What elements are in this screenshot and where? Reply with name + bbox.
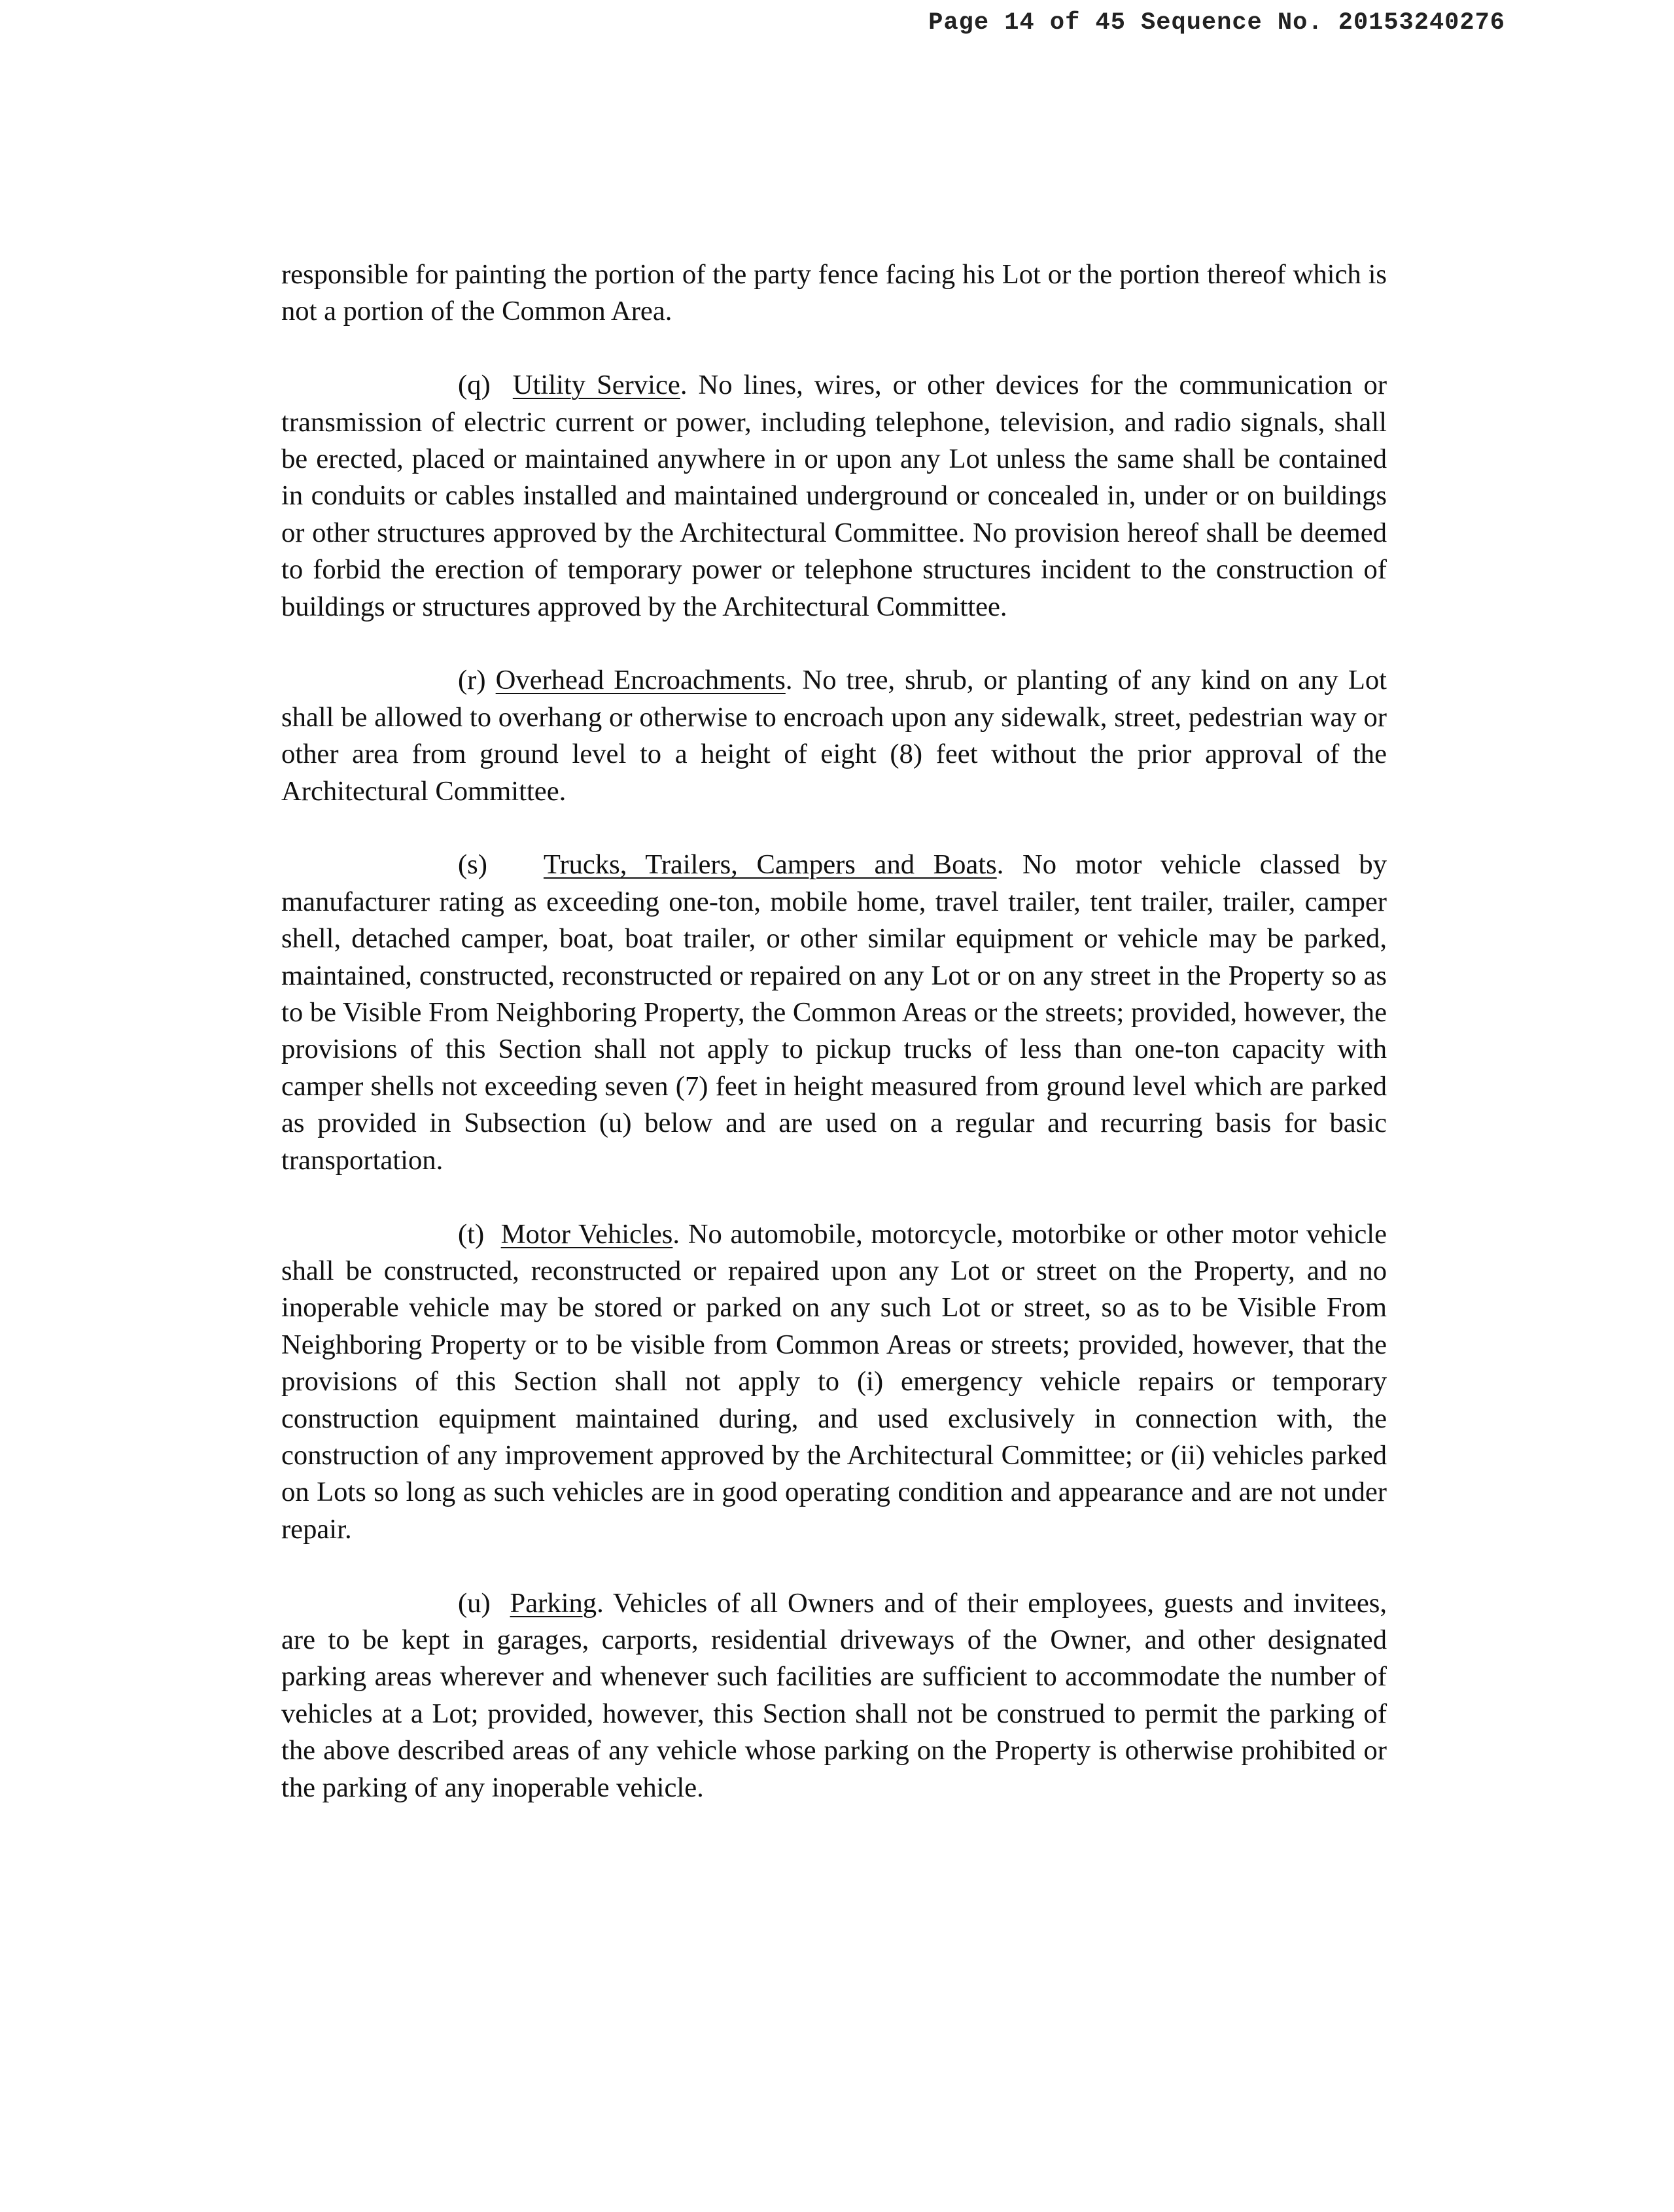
section-marker: (q) bbox=[458, 370, 491, 401]
section-t-motor-vehicles bbox=[281, 1216, 1387, 1549]
document-body bbox=[281, 256, 1387, 1843]
section-marker: (t) bbox=[458, 1218, 485, 1250]
section-heading: Parking bbox=[510, 1587, 597, 1619]
section-body: . No tree, shrub, or planting of any kind on any Lot shall be allowed to overhang or otherwise to encroach upon any sidewalk, street, pedestrian way or other area from ground level to a height of eight (8) feet without the prior approval of the Architectural Committee. bbox=[281, 665, 1387, 807]
section-body: . No motor vehicle classed by manufacturer rating as exceeding one-ton, mobile home, travel trailer, tent trailer, trailer, camper shell, detached camper, boat, boat trailer, or other similar equipment or vehicle may be parked, maintained, constructed, reconstructed or repaired on any Lot or on any street in the Property so as to be Visible From Neighboring Property, the Common Areas or the streets; provided, however, the provisions of this Section shall not apply to pickup trucks of less than one-ton capacity with camper shells not exceeding seven (7) feet in height measured from ground level which are parked as provided in Subsection (u) below and are used on a regular and recurring basis for basic transportation. bbox=[281, 849, 1387, 1176]
section-marker: (u) bbox=[458, 1587, 491, 1619]
page-sequence-header: Page 14 of 45 Sequence No. 20153240276 bbox=[928, 9, 1505, 37]
continuation-paragraph: responsible for painting the portion of the party fence facing his Lot or the portion thereof which is not a portion of the Common Area. bbox=[281, 259, 1387, 327]
section-s-trucks-trailers bbox=[281, 847, 1387, 1179]
section-heading: Trucks, Trailers, Campers and Boats bbox=[543, 849, 997, 881]
section-q-utility-service bbox=[281, 367, 1387, 625]
section-u-parking bbox=[281, 1585, 1387, 1806]
section-r-overhead-encroachments bbox=[281, 662, 1387, 810]
section-marker: (r) bbox=[458, 665, 486, 696]
section-heading: Motor Vehicles bbox=[500, 1218, 673, 1250]
section-body: . Vehicles of all Owners and of their employees, guests and invitees, are to be kept in garages, carports, residential driveways of the Owner, and other designated parking areas wherever and whenever such facilities are sufficient to accommodate the number of vehicles at a Lot; provided, however, this Section shall not be construed to permit the parking of the above described areas of any vehicle whose parking on the Property is otherwise prohibited or the parking of any inoperable vehicle. bbox=[281, 1587, 1387, 1803]
section-body: . No automobile, motorcycle, motorbike or other motor vehicle shall be constructed, reconstructed or repaired upon any Lot or street on the Property, and no inoperable vehicle may be stored or parked on any such Lot or street, so as to be Visible From Neighboring Property or to be visible from Common Areas or streets; provided, however, that the provisions of this Section shall not apply to (i) emergency vehicle repairs or temporary construction equipment maintained during, and used exclusively in connection with, the construction of any improvement approved by the Architectural Committee; or (ii) vehicles parked on Lots so long as such vehicles are in good operating condition and appearance and are not under repair. bbox=[281, 1218, 1387, 1545]
section-heading: Overhead Encroachments bbox=[495, 665, 786, 696]
section-marker: (s) bbox=[458, 849, 487, 881]
section-heading: Utility Service bbox=[512, 370, 680, 401]
section-body: . No lines, wires, or other devices for the communication or transmission of electric current or power, including telephone, television, and radio signals, shall be erected, placed or maintained anywhere in or upon any Lot unless the same shall be contained in conduits or cables installed and maintained underground or concealed in, under or on buildings or other structures approved by the Architectural Committee. No provision hereof shall be deemed to forbid the erection of temporary power or telephone structures incident to the construction of buildings or structures approved by the Architectural Committee. bbox=[281, 370, 1387, 622]
